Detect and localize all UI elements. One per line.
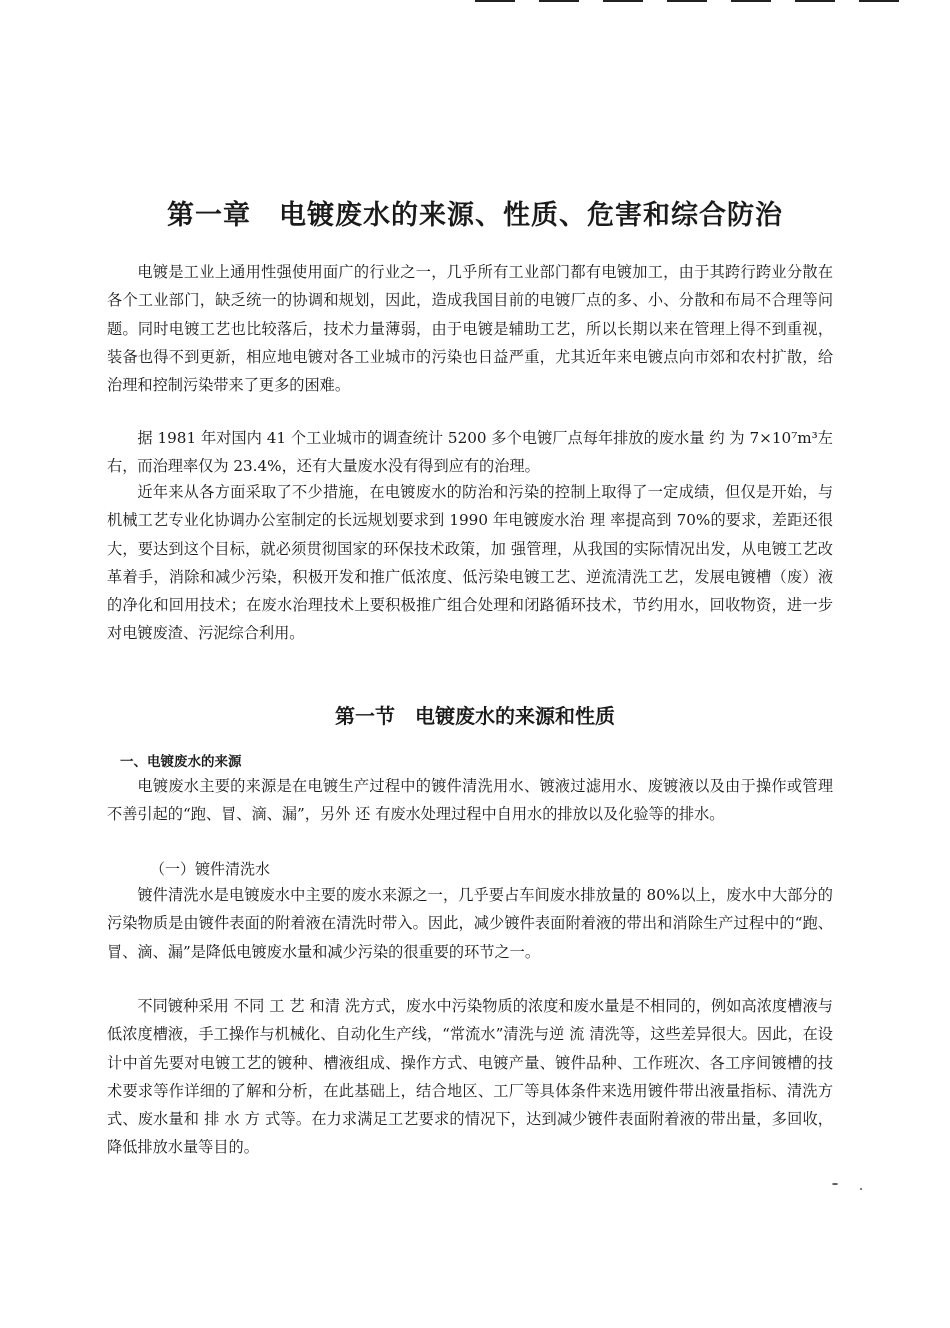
rule-segment [475, 0, 515, 2]
intro-paragraph-1: 电镀是工业上通用性强使用面广的行业之一，几乎所有工业部门都有电镀加工，由于其跨行跨业分散在各个工业部门，缺乏统一的协调和规划，因此，造成我国目前的电镀厂点的多、小、分散和布局不合理等问题。同时电镀工艺也比较落后，技术力量薄弱，由于电镀是辅助工艺，所以长期以来在管理上得不到重视，装备也得不到更新，相应地电镀对各工业城市的污染也日益严重，尤其近年来电镀点向市郊和农村扩散，给治理和控制污染带来了更多的困难。 [107, 263, 833, 395]
rule-segment [603, 0, 643, 2]
subheading-part-cleaning-water: （一）镀件清洗水 [150, 860, 271, 878]
scan-speck [860, 1188, 862, 1190]
intro-paragraph-2: 据 1981 年对国内 41 个工业城市的调查统计 5200 多个电镀厂点每年排放的废水量 约 为 7×10⁷m³左右，而治理率仅为 23.4%，还有大量废水没有得到应有的治理。 [107, 429, 833, 476]
rule-segment [859, 0, 899, 2]
section-paragraph-3: 不同镀种采用 不同 工 艺 和清 洗方式，废水中污染物质的浓度和废水量是不相同的，例如高浓度槽液与低浓度槽液，手工操作与机械化、自动化生产线，“常流水”清洗与逆 流 清洗等，这些差异很大。因此，在设计中首先要对电镀工艺的镀种、槽液组成、操作方式、电镀产量、镀件品种、工作班次、各工序间镀槽的技术要求等作详细的了解和分析，在此基础上，结合地区、工厂等具体条件来选用镀件带出液量指标、清洗方式、废水量和 排 水 方 式等。在力求满足工艺要求的情况下，达到减少镀件表面附着液的带出量，多回收，降低排放水量等目的。 [107, 997, 833, 1157]
section-paragraph-2: 镀件清洗水是电镀废水中主要的废水来源之一，几乎要占车间废水排放量的 80%以上，废水中大部分的污染物质是由镀件表面的附着液在清洗时带入。因此，减少镀件表面附着液的带出和消除生产过程中的“跑、冒、滴、漏”是降低电镀废水量和减少污染的很重要的环节之一。 [107, 886, 833, 961]
chapter-title: 第一章 电镀废水的来源、性质、危害和综合防治 [167, 200, 783, 231]
intro-paragraph-3: 近年来从各方面采取了不少措施，在电镀废水的防治和污染的控制上取得了一定成绩，但仅是开始，与机械工艺专业化协调办公室制定的长远规划要求到 1990 年电镀废水治 理 率提高到 70%的要求，差距还很大，要达到这个目标，就必须贯彻国家的环保技术政策，加 强管理，从我国的实际情况出发，从电镀工艺改革着手，消除和减少污染，积极开发和推广低浓度、低污染电镀工艺、逆流清洗工艺，发展电镀槽（废）液的净化和回用技术；在废水治理技术上要积极推广组合处理和闭路循环技术，节约用水，回收物资，进一步对电镀废渣、污泥综合利用。 [107, 483, 833, 643]
subheading-wastewater-source: 一、电镀废水的来源 [120, 754, 242, 770]
rule-segment [539, 0, 579, 2]
section-paragraph-1: 电镀废水主要的来源是在电镀生产过程中的镀件清洗用水、镀液过滤用水、废镀液以及由于操作或管理不善引起的“跑、冒、滴、漏”，另外 还 有废水处理过程中自用水的排放以及化验等的排水。 [107, 777, 833, 824]
rule-segment [795, 0, 835, 2]
section-title: 第一节 电镀废水的来源和性质 [335, 704, 615, 728]
scan-speck [832, 1183, 838, 1185]
top-rule [475, 0, 945, 4]
rule-segment [731, 0, 771, 2]
rule-segment [667, 0, 707, 2]
